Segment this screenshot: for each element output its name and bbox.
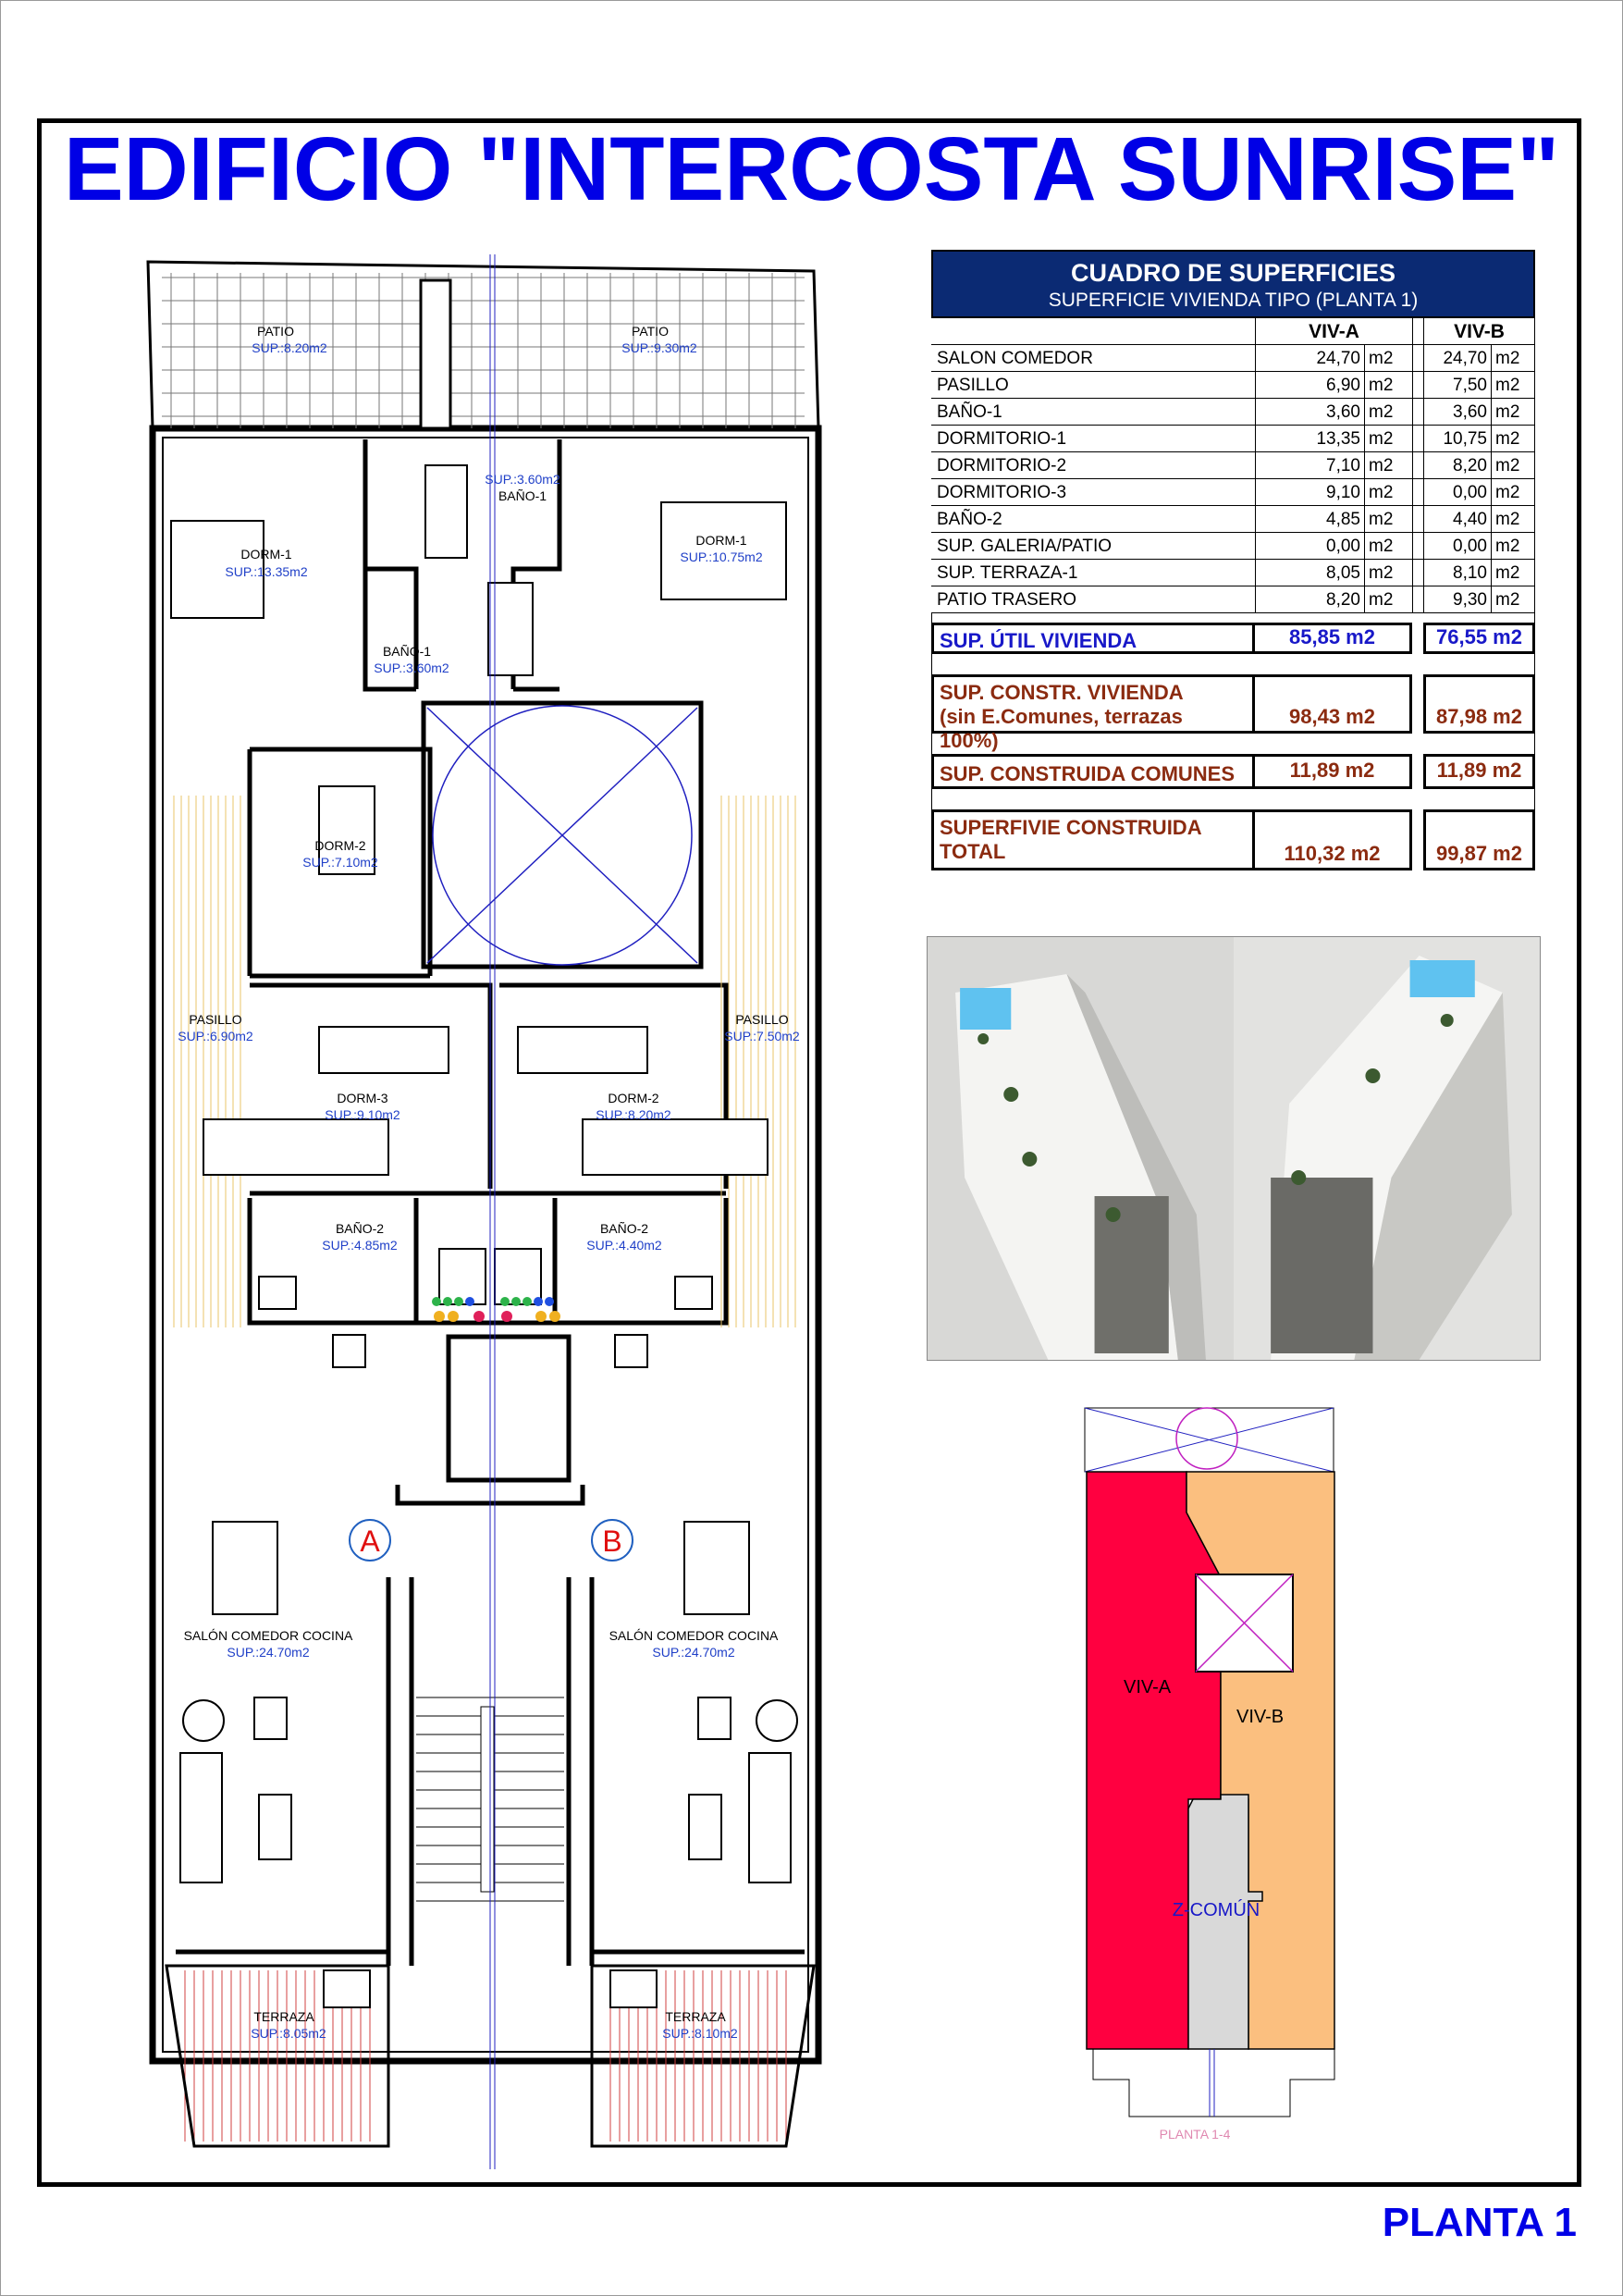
table-row bbox=[931, 426, 1535, 452]
row-value-b: 0,00 bbox=[1423, 533, 1491, 559]
util-label: SUP. ÚTIL VIVIENDA bbox=[931, 623, 1255, 654]
total-a: 110,32 m2 bbox=[1255, 809, 1412, 870]
row-value-a: 9,10 bbox=[1255, 479, 1364, 505]
comunes-row bbox=[931, 754, 1535, 789]
viv-b-label: VIV-B bbox=[1236, 1707, 1285, 1727]
row-value-a: 24,70 bbox=[1255, 345, 1364, 371]
row-unit-b: m2 bbox=[1491, 452, 1535, 478]
row-label: SUP. TERRAZA-1 bbox=[937, 563, 1078, 583]
room-name: DORM-2 bbox=[608, 1091, 659, 1105]
constr-label-2: (sin E.Comunes, terrazas 100%) bbox=[940, 705, 1183, 752]
row-label: BAÑO-2 bbox=[937, 510, 1002, 529]
constr-row bbox=[931, 674, 1535, 752]
row-label: DORMITORIO-3 bbox=[937, 483, 1067, 502]
floor-label: PLANTA 1 bbox=[1382, 2200, 1577, 2245]
table-row bbox=[931, 586, 1535, 613]
row-label: PATIO TRASERO bbox=[937, 590, 1076, 610]
total-row bbox=[931, 809, 1535, 870]
unit-a-marker: A bbox=[360, 1524, 380, 1558]
common-label: Z-COMÚN bbox=[1172, 1900, 1260, 1920]
comunes-label: SUP. CONSTRUIDA COMUNES bbox=[931, 754, 1255, 789]
room-name: DORM-1 bbox=[240, 547, 292, 562]
row-unit-b: m2 bbox=[1491, 560, 1535, 586]
building-renders bbox=[927, 936, 1541, 1361]
constr-a: 98,43 m2 bbox=[1255, 674, 1412, 734]
render-right bbox=[1234, 937, 1540, 1360]
table-row bbox=[931, 399, 1535, 426]
room-area: SUP.:13.35m2 bbox=[225, 564, 308, 579]
room-name: PATIO bbox=[632, 324, 669, 339]
table-column-headers bbox=[931, 318, 1535, 345]
row-unit-a: m2 bbox=[1364, 452, 1412, 478]
room-name: BAÑO-2 bbox=[335, 1221, 385, 1236]
room-name: SALÓN COMEDOR COCINA bbox=[609, 1628, 779, 1643]
room-area: SUP.:7.10m2 bbox=[302, 855, 378, 870]
util-row bbox=[931, 623, 1535, 654]
room-area: SUP.:10.75m2 bbox=[680, 549, 763, 564]
unit-b-marker: B bbox=[602, 1524, 622, 1558]
row-value-a: 0,00 bbox=[1255, 533, 1364, 559]
row-unit-b: m2 bbox=[1491, 533, 1535, 559]
row-unit-a: m2 bbox=[1364, 426, 1412, 451]
row-unit-a: m2 bbox=[1364, 586, 1412, 612]
room-name: SALÓN COMEDOR COCINA bbox=[183, 1628, 353, 1643]
table-row bbox=[931, 479, 1535, 506]
row-value-a: 8,05 bbox=[1255, 560, 1364, 586]
table-row bbox=[931, 506, 1535, 533]
row-value-a: 13,35 bbox=[1255, 426, 1364, 451]
total-b: 99,87 m2 bbox=[1423, 809, 1535, 870]
room-area: SUP.:7.50m2 bbox=[724, 1029, 800, 1043]
row-value-a: 4,85 bbox=[1255, 506, 1364, 532]
table-row bbox=[931, 372, 1535, 399]
room-name: TERRAZA bbox=[665, 2009, 726, 2024]
row-value-a: 8,20 bbox=[1255, 586, 1364, 612]
room-area: SUP.:3.60m2 bbox=[485, 472, 560, 487]
row-unit-a: m2 bbox=[1364, 345, 1412, 371]
row-label: SALON COMEDOR bbox=[937, 349, 1093, 368]
room-name: TERRAZA bbox=[253, 2009, 314, 2024]
row-value-a: 3,60 bbox=[1255, 399, 1364, 425]
table-subtitle: SUPERFICIE VIVIENDA TIPO (PLANTA 1) bbox=[1048, 290, 1419, 311]
row-value-b: 24,70 bbox=[1423, 345, 1491, 371]
page-title: EDIFICIO "INTERCOSTA SUNRISE" bbox=[63, 118, 1560, 219]
room-area: SUP.:24.70m2 bbox=[652, 1645, 735, 1660]
key-plan-caption: PLANTA 1-4 bbox=[1159, 2127, 1231, 2142]
row-value-b: 4,40 bbox=[1423, 506, 1491, 532]
room-area: SUP.:8.20m2 bbox=[596, 1107, 671, 1122]
row-unit-a: m2 bbox=[1364, 399, 1412, 425]
room-name: PASILLO bbox=[735, 1012, 789, 1027]
viv-a-label: VIV-A bbox=[1124, 1677, 1172, 1697]
room-name: DORM-1 bbox=[695, 533, 747, 548]
row-unit-b: m2 bbox=[1491, 506, 1535, 532]
row-value-b: 0,00 bbox=[1423, 479, 1491, 505]
col-viv-a: VIV-A bbox=[1255, 318, 1412, 344]
row-value-a: 6,90 bbox=[1255, 372, 1364, 398]
room-area: SUP.:3.60m2 bbox=[374, 660, 449, 675]
table-row bbox=[931, 345, 1535, 372]
room-name: BAÑO-2 bbox=[599, 1221, 649, 1236]
room-area: SUP.:8.20m2 bbox=[252, 340, 327, 355]
room-area: SUP.:24.70m2 bbox=[227, 1645, 310, 1660]
room-name: BAÑO-1 bbox=[382, 644, 432, 659]
room-name: PATIO bbox=[257, 324, 294, 339]
comunes-b: 11,89 m2 bbox=[1423, 754, 1535, 789]
row-label: DORMITORIO-2 bbox=[937, 456, 1067, 475]
row-unit-a: m2 bbox=[1364, 560, 1412, 586]
comunes-a: 11,89 m2 bbox=[1255, 754, 1412, 789]
row-unit-b: m2 bbox=[1491, 479, 1535, 505]
room-name: BAÑO-1 bbox=[498, 488, 547, 503]
total-label: SUPERFIVIE CONSTRUIDA bbox=[940, 816, 1202, 839]
row-unit-b: m2 bbox=[1491, 372, 1535, 398]
room-area: SUP.:4.85m2 bbox=[322, 1238, 398, 1253]
row-unit-a: m2 bbox=[1364, 506, 1412, 532]
room-area: SUP.:9.10m2 bbox=[325, 1107, 400, 1122]
room-name: DORM-2 bbox=[314, 838, 366, 853]
row-value-b: 8,20 bbox=[1423, 452, 1491, 478]
room-area: SUP.:4.40m2 bbox=[586, 1238, 662, 1253]
constr-label: SUP. CONSTR. VIVIENDA bbox=[940, 681, 1184, 704]
row-value-b: 10,75 bbox=[1423, 426, 1491, 451]
areas-table bbox=[931, 250, 1535, 870]
table-row bbox=[931, 533, 1535, 560]
row-label: BAÑO-1 bbox=[937, 402, 1002, 422]
row-value-a: 7,10 bbox=[1255, 452, 1364, 478]
row-value-b: 8,10 bbox=[1423, 560, 1491, 586]
row-unit-b: m2 bbox=[1491, 399, 1535, 425]
render-left bbox=[928, 937, 1234, 1360]
row-unit-a: m2 bbox=[1364, 479, 1412, 505]
room-name: PASILLO bbox=[189, 1012, 242, 1027]
col-viv-b: VIV-B bbox=[1423, 318, 1535, 344]
util-a: 85,85 m2 bbox=[1255, 623, 1412, 654]
row-value-b: 9,30 bbox=[1423, 586, 1491, 612]
row-unit-a: m2 bbox=[1364, 533, 1412, 559]
room-area: SUP.:9.30m2 bbox=[621, 340, 697, 355]
room-area: SUP.:8.05m2 bbox=[251, 2026, 326, 2041]
room-area: SUP.:6.90m2 bbox=[178, 1029, 253, 1043]
row-value-b: 7,50 bbox=[1423, 372, 1491, 398]
row-value-b: 3,60 bbox=[1423, 399, 1491, 425]
room-name: DORM-3 bbox=[337, 1091, 388, 1105]
util-b: 76,55 m2 bbox=[1423, 623, 1535, 654]
key-plan bbox=[1077, 1401, 1346, 2151]
row-unit-b: m2 bbox=[1491, 426, 1535, 451]
floor-plan bbox=[139, 254, 842, 2169]
room-area: SUP.:8.10m2 bbox=[662, 2026, 738, 2041]
table-row bbox=[931, 560, 1535, 586]
total-label-2: TOTAL bbox=[940, 840, 1006, 863]
row-label: SUP. GALERIA/PATIO bbox=[937, 537, 1113, 556]
row-unit-b: m2 bbox=[1491, 586, 1535, 612]
table-title: CUADRO DE SUPERFICIES bbox=[1070, 259, 1396, 287]
table-row bbox=[931, 452, 1535, 479]
row-unit-a: m2 bbox=[1364, 372, 1412, 398]
table-header bbox=[931, 250, 1535, 318]
row-label: DORMITORIO-1 bbox=[937, 429, 1067, 449]
row-unit-b: m2 bbox=[1491, 345, 1535, 371]
constr-b: 87,98 m2 bbox=[1423, 674, 1535, 734]
row-label: PASILLO bbox=[937, 376, 1009, 395]
